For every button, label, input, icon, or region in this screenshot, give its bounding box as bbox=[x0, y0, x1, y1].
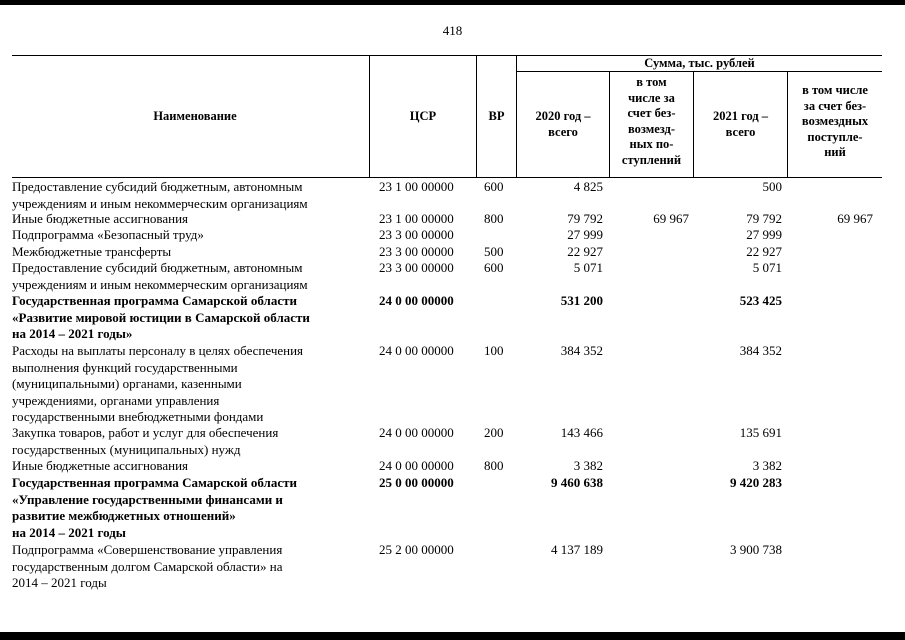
header-name: Наименование bbox=[153, 109, 237, 123]
row-name: Иные бюджетные ассигнования bbox=[12, 458, 189, 473]
row-2020-total: 4 825 bbox=[573, 179, 603, 194]
header-csr: ЦСР bbox=[409, 109, 437, 123]
row-2021-total: 384 352 bbox=[739, 343, 782, 358]
row-2021-total: 79 792 bbox=[746, 211, 782, 226]
row-name: Закупка товаров, работ и услуг для обеспечения государственных (муниципальных) нужд bbox=[12, 425, 279, 457]
row-2021-total: 523 425 bbox=[739, 293, 782, 308]
row-2021-total: 500 bbox=[762, 179, 782, 194]
row-name: Подпрограмма «Безопасный труд» bbox=[12, 227, 204, 242]
header-bottom-rule bbox=[12, 177, 882, 178]
row-2020-bez: 69 967 bbox=[653, 211, 689, 226]
header-sum-group: Сумма, тыс. рублей bbox=[644, 56, 755, 70]
row-2021-total: 5 071 bbox=[752, 260, 782, 275]
row-csr: 25 0 00 00000 bbox=[379, 475, 454, 490]
row-csr: 24 0 00 00000 bbox=[379, 425, 454, 440]
header-vr: ВР bbox=[488, 109, 505, 123]
row-csr: 23 3 00 00000 bbox=[379, 260, 454, 275]
row-2020-total: 531 200 bbox=[560, 293, 603, 308]
row-2021-total: 27 999 bbox=[746, 227, 782, 242]
row-name: Государственная программа Самарской области «Развитие мировой юстиции в Самарской области на 2014 – 2021 годы» bbox=[12, 293, 310, 341]
row-csr: 24 0 00 00000 bbox=[379, 343, 454, 358]
row-2020-total: 384 352 bbox=[560, 343, 603, 358]
row-2021-total: 3 900 738 bbox=[730, 542, 782, 557]
row-2020-total: 3 382 bbox=[573, 458, 603, 473]
row-name: Предоставление субсидий бюджетным, автономным учреждениям и иным некоммерческим организациям bbox=[12, 179, 308, 211]
row-2021-total: 135 691 bbox=[739, 425, 782, 440]
row-vr: 800 bbox=[484, 458, 504, 473]
row-2021-bez: 69 967 bbox=[837, 211, 873, 226]
row-2020-total: 22 927 bbox=[567, 244, 603, 259]
row-2020-total: 27 999 bbox=[567, 227, 603, 242]
row-name: Подпрограмма «Совершенствование управления государственным долгом Самарской области» на 2014 – 2021 годы bbox=[12, 542, 283, 590]
row-2021-total: 3 382 bbox=[752, 458, 782, 473]
page-number: 418 bbox=[442, 23, 463, 38]
header-2020-total: 2020 год – всего bbox=[535, 109, 591, 139]
row-csr: 23 3 00 00000 bbox=[379, 244, 454, 259]
header-2021-total: 2021 год – всего bbox=[712, 109, 769, 139]
row-2020-total: 4 137 189 bbox=[551, 542, 603, 557]
row-vr: 100 bbox=[484, 343, 504, 358]
row-csr: 23 1 00 00000 bbox=[379, 211, 454, 226]
bottom-border bbox=[0, 632, 905, 640]
row-2020-total: 79 792 bbox=[567, 211, 603, 226]
row-csr: 24 0 00 00000 bbox=[379, 458, 454, 473]
header-2020-bez: в том числе за счет без- возмезд- ных по- ступлений bbox=[621, 75, 682, 167]
top-border bbox=[0, 0, 905, 5]
row-csr: 25 2 00 00000 bbox=[379, 542, 454, 557]
row-vr: 600 bbox=[484, 179, 504, 194]
row-csr: 23 1 00 00000 bbox=[379, 179, 454, 194]
row-csr: 24 0 00 00000 bbox=[379, 293, 454, 308]
row-name: Иные бюджетные ассигнования bbox=[12, 211, 189, 226]
row-2021-total: 9 420 283 bbox=[730, 475, 782, 490]
row-vr: 600 bbox=[484, 260, 504, 275]
row-2021-total: 22 927 bbox=[746, 244, 782, 259]
row-2020-total: 5 071 bbox=[573, 260, 603, 275]
row-2020-total: 9 460 638 bbox=[551, 475, 603, 490]
row-name: Расходы на выплаты персоналу в целях обеспечения выполнения функций государственными (муниципальными) органами, казенными учреждениями, органами управления государственными внебюджетными фондами bbox=[12, 343, 304, 424]
row-2020-total: 143 466 bbox=[560, 425, 603, 440]
row-name: Межбюджетные трансферты bbox=[12, 244, 172, 259]
row-vr: 500 bbox=[484, 244, 504, 259]
row-vr: 200 bbox=[484, 425, 504, 440]
row-name: Предоставление субсидий бюджетным, автономным учреждениям и иным некоммерческим организациям bbox=[12, 260, 308, 292]
header-2021-bez: в том числе за счет без- возмездных поступле- ний bbox=[801, 83, 869, 159]
row-csr: 23 3 00 00000 bbox=[379, 227, 454, 242]
row-vr: 800 bbox=[484, 211, 504, 226]
row-name: Государственная программа Самарской области «Управление государственными финансами и развитие межбюджетных отношений» на 2014 – 2021 годы bbox=[12, 475, 297, 540]
